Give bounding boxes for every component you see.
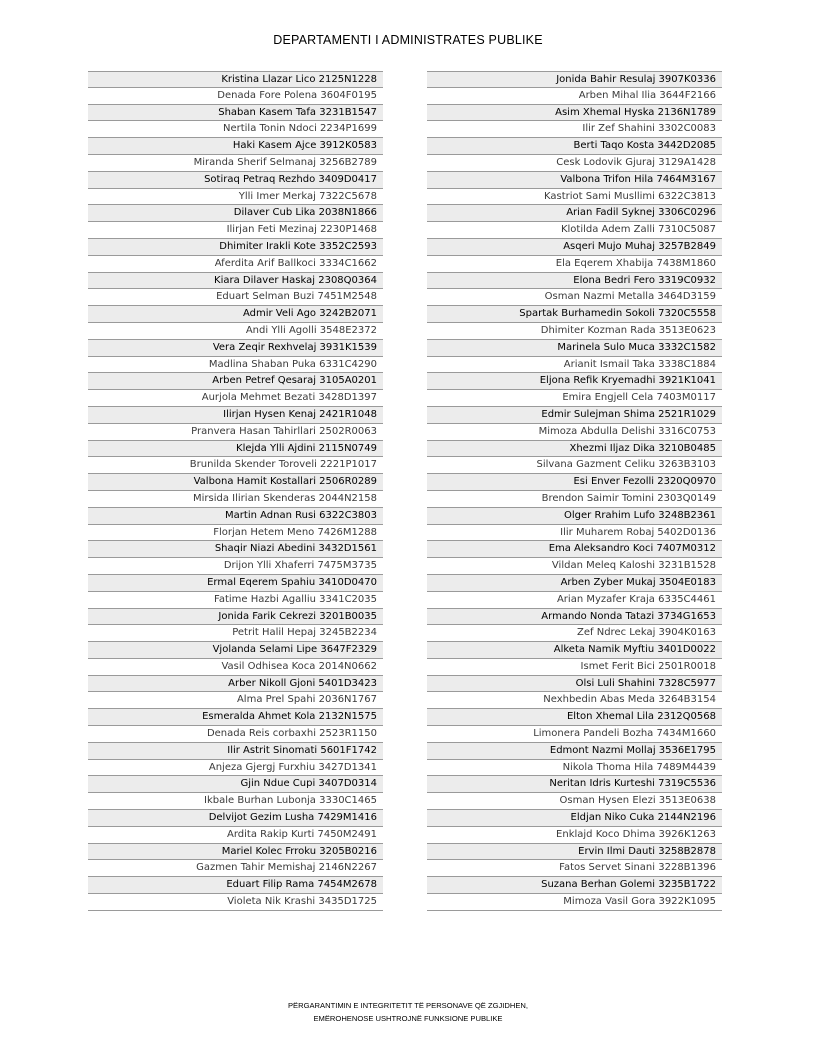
list-item: Violeta Nik Krashi 3435D1725 bbox=[88, 894, 383, 911]
list-item: Vera Zeqir Rexhvelaj 3931K1539 bbox=[88, 340, 383, 357]
list-item: Ilirjan Hysen Kenaj 2421R1048 bbox=[88, 407, 383, 424]
list-item: Ikbale Burhan Lubonja 3330C1465 bbox=[88, 793, 383, 810]
list-item: Ismet Ferit Bici 2501R0018 bbox=[427, 659, 722, 676]
list-item: Ervin Ilmi Dauti 3258B2878 bbox=[427, 844, 722, 861]
list-item: Olger Rrahim Lufo 3248B2361 bbox=[427, 508, 722, 525]
list-item: Ela Eqerem Xhabija 7438M1860 bbox=[427, 256, 722, 273]
list-item: Dilaver Cub Lika 2038N1866 bbox=[88, 205, 383, 222]
list-item: Arben Mihal Ilia 3644F2166 bbox=[427, 88, 722, 105]
list-item: Sotiraq Petraq Rezhdo 3409D0417 bbox=[88, 172, 383, 189]
list-item: Vjolanda Selami Lipe 3647F2329 bbox=[88, 642, 383, 659]
list-item: Ilir Astrit Sinomati 5601F1742 bbox=[88, 743, 383, 760]
list-item: Arben Petref Qesaraj 3105A0201 bbox=[88, 373, 383, 390]
list-item: Arian Fadil Syknej 3306C0296 bbox=[427, 205, 722, 222]
list-item: Ema Aleksandro Koci 7407M0312 bbox=[427, 541, 722, 558]
left-name-list bbox=[88, 71, 383, 911]
list-item: Ilir Muharem Robaj 5402D0136 bbox=[427, 525, 722, 542]
list-item: Osman Hysen Elezi 3513E0638 bbox=[427, 793, 722, 810]
list-item: Xhezmi Iljaz Dika 3210B0485 bbox=[427, 441, 722, 458]
list-item: Edmir Sulejman Shima 2521R1029 bbox=[427, 407, 722, 424]
list-item: Klejda Ylli Ajdini 2115N0749 bbox=[88, 441, 383, 458]
list-item: Asqeri Mujo Muhaj 3257B2849 bbox=[427, 239, 722, 256]
page-title: DEPARTAMENTI I ADMINISTRATES PUBLIKE bbox=[273, 33, 543, 47]
list-item: Drijon Ylli Xhaferri 7475M3735 bbox=[88, 558, 383, 575]
list-item: Denada Fore Polena 3604F0195 bbox=[88, 88, 383, 105]
list-item: Nexhbedin Abas Meda 3264B3154 bbox=[427, 692, 722, 709]
list-item: Suzana Berhan Golemi 3235B1722 bbox=[427, 877, 722, 894]
list-item: Neritan Idris Kurteshi 7319C5536 bbox=[427, 776, 722, 793]
list-item: Vildan Meleq Kaloshi 3231B1528 bbox=[427, 558, 722, 575]
list-item: Vasil Odhisea Koca 2014N0662 bbox=[88, 659, 383, 676]
list-item: Nikola Thoma Hila 7489M4439 bbox=[427, 760, 722, 777]
list-item: Valbona Trifon Hila 7464M3167 bbox=[427, 172, 722, 189]
list-item: Ilirjan Feti Mezinaj 2230P1468 bbox=[88, 222, 383, 239]
list-item: Aferdita Arif Ballkoci 3334C1662 bbox=[88, 256, 383, 273]
list-item: Alma Prel Spahi 2036N1767 bbox=[88, 692, 383, 709]
list-item: Jonida Farik Cekrezi 3201B0035 bbox=[88, 609, 383, 626]
list-item: Esmeralda Ahmet Kola 2132N1575 bbox=[88, 709, 383, 726]
list-item: Martin Adnan Rusi 6322C3803 bbox=[88, 508, 383, 525]
list-item: Delvijot Gezim Lusha 7429M1416 bbox=[88, 810, 383, 827]
list-item: Armando Nonda Tatazi 3734G1653 bbox=[427, 609, 722, 626]
list-item: Aurjola Mehmet Bezati 3428D1397 bbox=[88, 390, 383, 407]
list-item: Denada Reis corbaxhi 2523R1150 bbox=[88, 726, 383, 743]
list-item: Gazmen Tahir Memishaj 2146N2267 bbox=[88, 860, 383, 877]
list-item: Nertila Tonin Ndoci 2234P1699 bbox=[88, 121, 383, 138]
list-item: Admir Veli Ago 3242B2071 bbox=[88, 306, 383, 323]
list-item: Eljona Refik Kryemadhi 3921K1041 bbox=[427, 373, 722, 390]
list-item: Ermal Eqerem Spahiu 3410D0470 bbox=[88, 575, 383, 592]
footer-line-1: PËRGARANTIMIN E INTEGRITETIT TË PERSONAVE QË ZGJIDHEN, bbox=[287, 1001, 529, 1010]
list-item: Elona Bedri Fero 3319C0932 bbox=[427, 273, 722, 290]
list-item: Ardita Rakip Kurti 7450M2491 bbox=[88, 827, 383, 844]
list-item: Spartak Burhamedin Sokoli 7320C5558 bbox=[427, 306, 722, 323]
list-item: Arber Nikoll Gjoni 5401D3423 bbox=[88, 676, 383, 693]
right-name-list bbox=[427, 71, 722, 911]
list-item: Petrit Halil Hepaj 3245B2234 bbox=[88, 625, 383, 642]
list-item: Shaqir Niazi Abedini 3432D1561 bbox=[88, 541, 383, 558]
list-item: Miranda Sherif Selmanaj 3256B2789 bbox=[88, 155, 383, 172]
list-item: Ylli Imer Merkaj 7322C5678 bbox=[88, 189, 383, 206]
list-item: Jonida Bahir Resulaj 3907K0336 bbox=[427, 71, 722, 88]
list-item: Silvana Gazment Celiku 3263B3103 bbox=[427, 457, 722, 474]
list-item: Elton Xhemal Lila 2312Q0568 bbox=[427, 709, 722, 726]
list-item: Arianit Ismail Taka 3338C1884 bbox=[427, 357, 722, 374]
list-item: Anjeza Gjergj Furxhiu 3427D1341 bbox=[88, 760, 383, 777]
list-item: Dhimiter Irakli Kote 3352C2593 bbox=[88, 239, 383, 256]
list-item: Klotilda Adem Zalli 7310C5087 bbox=[427, 222, 722, 239]
list-item: Arben Zyber Mukaj 3504E0183 bbox=[427, 575, 722, 592]
list-item: Arian Myzafer Kraja 6335C4461 bbox=[427, 592, 722, 609]
list-item: Kastriot Sami Musllimi 6322C3813 bbox=[427, 189, 722, 206]
list-item: Pranvera Hasan Tahirllari 2502R0063 bbox=[88, 424, 383, 441]
list-item: Enklajd Koco Dhima 3926K1263 bbox=[427, 827, 722, 844]
footer-line-2: EMËROHENOSE USHTROJNË FUNKSIONE PUBLIKE bbox=[313, 1014, 503, 1023]
list-item: Mirsida Ilirian Skenderas 2044N2158 bbox=[88, 491, 383, 508]
list-item: Brendon Saimir Tomini 2303Q0149 bbox=[427, 491, 722, 508]
list-item: Andi Ylli Agolli 3548E2372 bbox=[88, 323, 383, 340]
list-item: Fatos Servet Sinani 3228B1396 bbox=[427, 860, 722, 877]
list-item: Madlina Shaban Puka 6331C4290 bbox=[88, 357, 383, 374]
list-item: Edmont Nazmi Mollaj 3536E1795 bbox=[427, 743, 722, 760]
list-item: Esi Enver Fezolli 2320Q0970 bbox=[427, 474, 722, 491]
list-item: Berti Taqo Kosta 3442D2085 bbox=[427, 138, 722, 155]
list-item: Florjan Hetem Meno 7426M1288 bbox=[88, 525, 383, 542]
list-item: Cesk Lodovik Gjuraj 3129A1428 bbox=[427, 155, 722, 172]
list-item: Olsi Luli Shahini 7328C5977 bbox=[427, 676, 722, 693]
list-item: Fatime Hazbi Agalliu 3341C2035 bbox=[88, 592, 383, 609]
list-item: Mimoza Vasil Gora 3922K1095 bbox=[427, 894, 722, 911]
list-item: Gjin Ndue Cupi 3407D0314 bbox=[88, 776, 383, 793]
page-footer bbox=[0, 999, 816, 1025]
list-item: Eduart Selman Buzi 7451M2548 bbox=[88, 289, 383, 306]
list-item: Ilir Zef Shahini 3302C0083 bbox=[427, 121, 722, 138]
list-item: Valbona Hamit Kostallari 2506R0289 bbox=[88, 474, 383, 491]
list-item: Shaban Kasem Tafa 3231B1547 bbox=[88, 105, 383, 122]
list-item: Alketa Namik Myftiu 3401D0022 bbox=[427, 642, 722, 659]
list-item: Osman Nazmi Metalla 3464D3159 bbox=[427, 289, 722, 306]
list-item: Emira Engjell Cela 7403M0117 bbox=[427, 390, 722, 407]
list-item: Eduart Filip Rama 7454M2678 bbox=[88, 877, 383, 894]
list-item: Marinela Sulo Muca 3332C1582 bbox=[427, 340, 722, 357]
list-item: Haki Kasem Ajce 3912K0583 bbox=[88, 138, 383, 155]
list-item: Kiara Dilaver Haskaj 2308Q0364 bbox=[88, 273, 383, 290]
list-item: Dhimiter Kozman Rada 3513E0623 bbox=[427, 323, 722, 340]
list-item: Mimoza Abdulla Delishi 3316C0753 bbox=[427, 424, 722, 441]
list-item: Zef Ndrec Lekaj 3904K0163 bbox=[427, 625, 722, 642]
list-item: Limonera Pandeli Bozha 7434M1660 bbox=[427, 726, 722, 743]
list-item: Asim Xhemal Hyska 2136N1789 bbox=[427, 105, 722, 122]
list-item: Mariel Kolec Frroku 3205B0216 bbox=[88, 844, 383, 861]
list-item: Eldjan Niko Cuka 2144N2196 bbox=[427, 810, 722, 827]
list-item: Kristina Llazar Lico 2125N1228 bbox=[88, 71, 383, 88]
list-item: Brunilda Skender Toroveli 2221P1017 bbox=[88, 457, 383, 474]
